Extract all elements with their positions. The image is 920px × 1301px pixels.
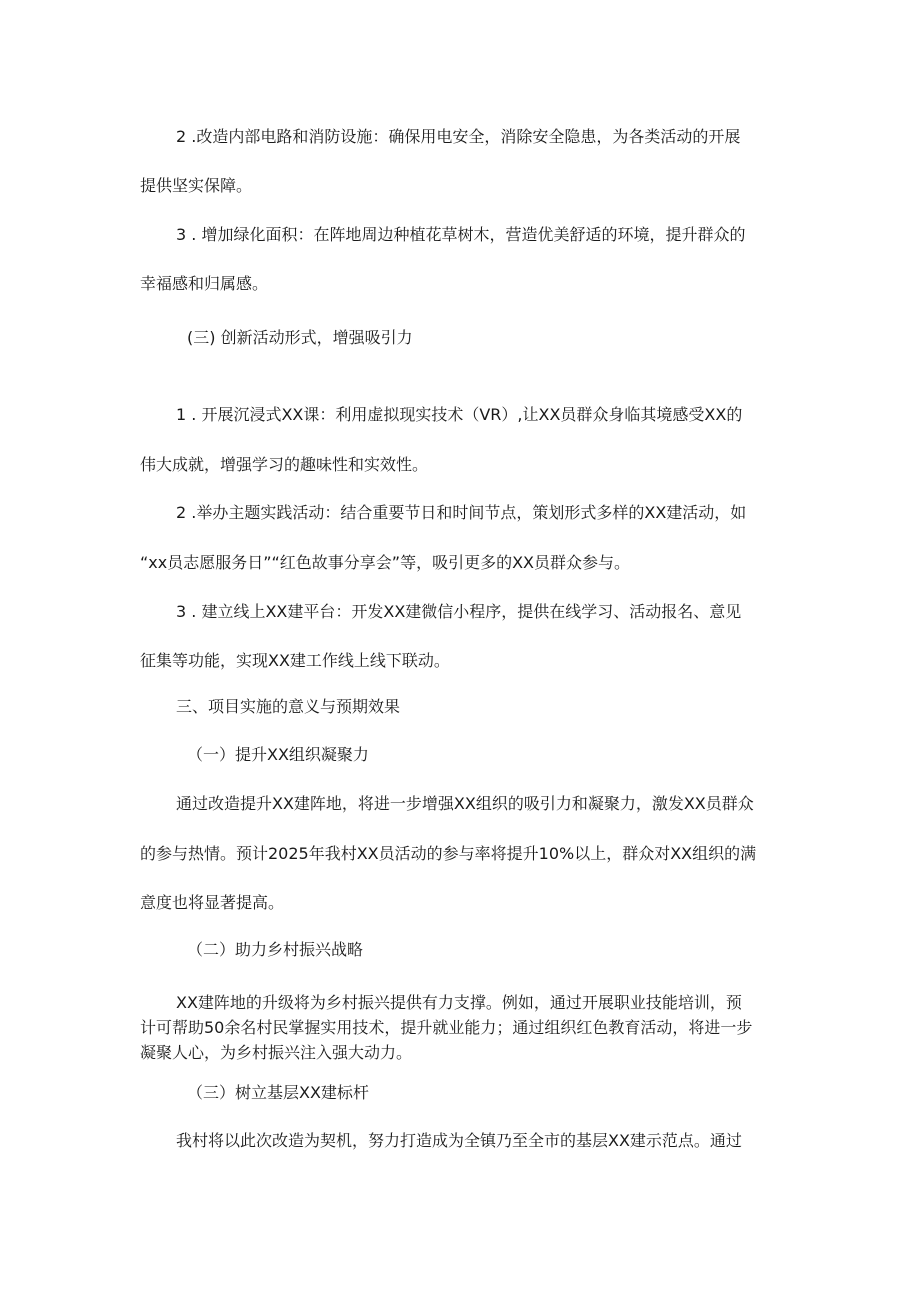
paragraph-line: 的参与热情。预计2025年我村XX员活动的参与率将提升10%以上，群众对XX组织的满 — [140, 844, 757, 863]
paragraph-line: “xx员志愿服务日”“红色故事分享会”等，吸引更多的XX员群众参与。 — [140, 553, 631, 572]
paragraph-line: XX建阵地的升级将为乡村振兴提供有力支撑。例如，通过开展职业技能培训，预 — [176, 993, 742, 1012]
paragraph-line: 计可帮助50余名村民掌握实用技术，提升就业能力；通过组织红色教育活动，将进一步 — [140, 1018, 753, 1037]
paragraph-line: 伟大成就，增强学习的趣味性和实效性。 — [140, 455, 429, 474]
paragraph-line: 征集等功能，实现XX建工作线上线下联动。 — [140, 651, 450, 670]
paragraph-line: 凝聚人心，为乡村振兴注入强大动力。 — [140, 1043, 413, 1062]
paragraph-line: 2 .改造内部电路和消防设施：确保用电安全，消除安全隐患，为各类活动的开展 — [176, 127, 741, 146]
subsection-heading: （三）树立基层XX建标杆 — [187, 1083, 369, 1102]
subsection-heading: （一）提升XX组织凝聚力 — [187, 745, 369, 764]
section-heading: 三、项目实施的意义与预期效果 — [176, 697, 401, 716]
paragraph-line: 3 . 建立线上XX建平台：开发XX建微信小程序，提供在线学习、活动报名、意见 — [176, 602, 742, 621]
section-heading: (三) 创新活动形式，增强吸引力 — [187, 328, 413, 347]
paragraph-line: 幸福感和归属感。 — [140, 274, 269, 293]
subsection-heading: （二）助力乡村振兴战略 — [187, 940, 364, 959]
paragraph-line: 我村将以此次改造为契机，努力打造成为全镇乃至全市的基层XX建示范点。通过 — [176, 1131, 742, 1150]
paragraph-line: 意度也将显著提高。 — [140, 893, 285, 912]
paragraph-line: 3 . 增加绿化面积：在阵地周边种植花草树木，营造优美舒适的环境，提升群众的 — [176, 225, 746, 244]
paragraph-line: 1 . 开展沉浸式XX课：利用虚拟现实技术（VR）,让XX员群众身临其境感受XX的 — [176, 405, 743, 424]
paragraph-line: 2 .举办主题实践活动：结合重要节日和时间节点，策划形式多样的XX建活动，如 — [176, 503, 747, 522]
paragraph-line: 提供坚实保障。 — [140, 176, 253, 195]
paragraph-line: 通过改造提升XX建阵地，将进一步增强XX组织的吸引力和凝聚力，激发XX员群众 — [176, 794, 754, 813]
